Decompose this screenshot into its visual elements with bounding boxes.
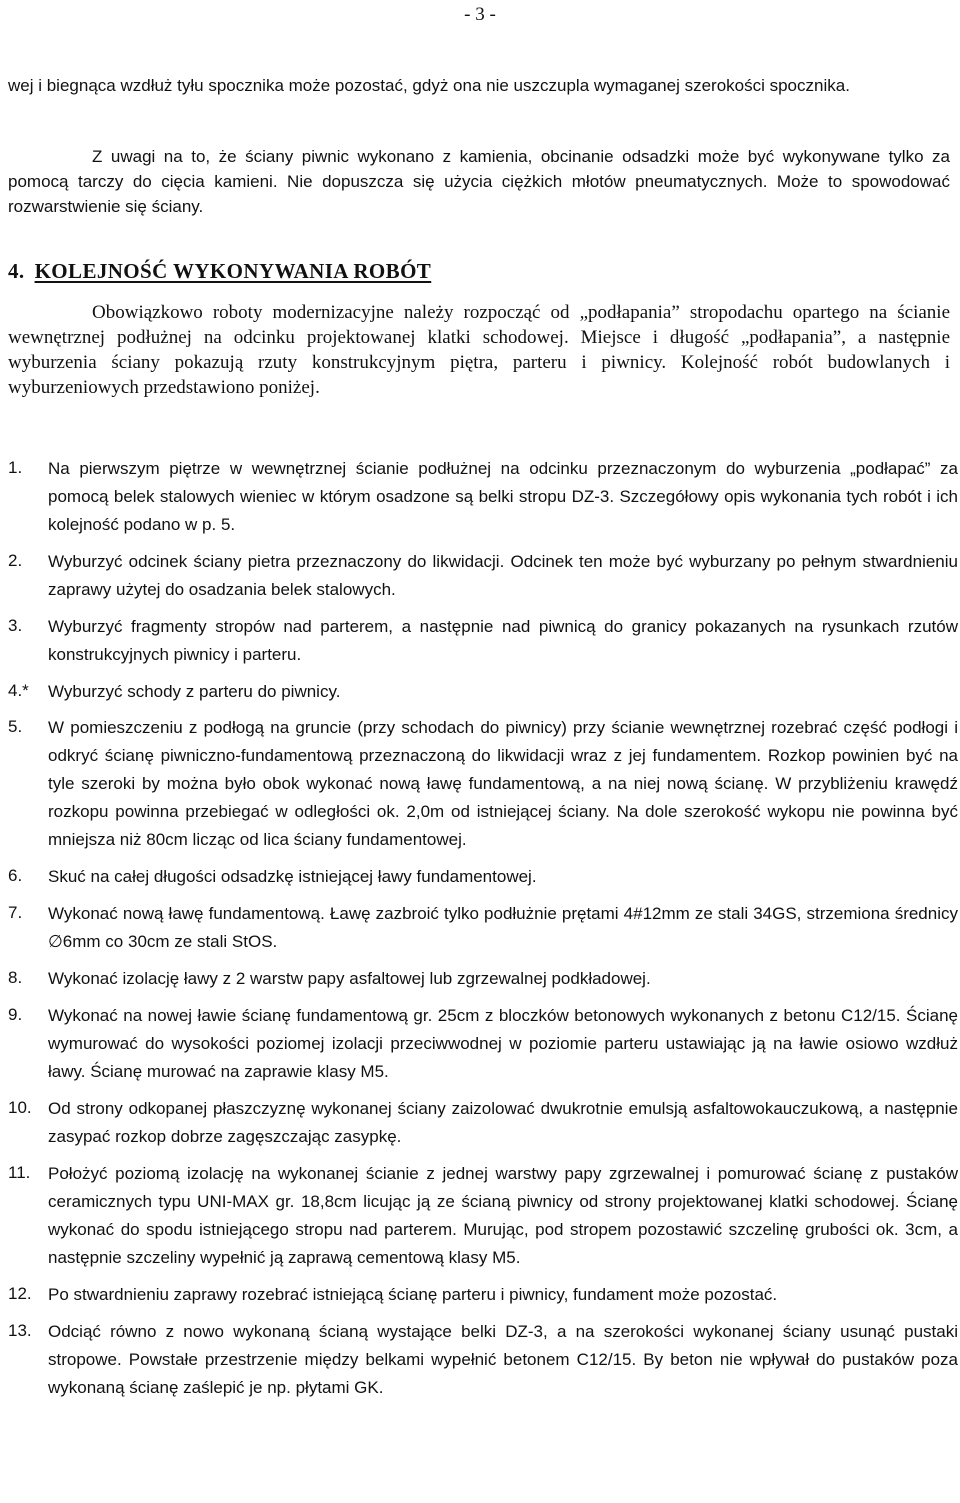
list-item-text: Wyburzyć schody z parteru do piwnicy. xyxy=(48,682,341,701)
list-item xyxy=(0,1160,960,1272)
list-item-number: 2. xyxy=(8,551,23,570)
section-intro-paragraph: Obowiązkowo roboty modernizacyjne należy rozpocząć od „podłapania” stropodachu opartego na ścianie wewnętrznej podłużnej na odcinku projektowanej klatki schodowej. Miejsce i długość „podłapania”, a następnie wyburzenia ściany pokazują rzuty konstrukcyjnym piętra, parteru i piwnicy. Kolejność robót budowlanych i wyburzeniowych przedstawiono poniżej. xyxy=(8,302,950,398)
list-item xyxy=(0,1318,960,1402)
list-item-number: 10. xyxy=(8,1098,32,1117)
section-number: 4. xyxy=(8,259,25,283)
list-item-number: 12. xyxy=(8,1284,32,1303)
list-item-number: 1. xyxy=(8,458,23,477)
list-item-number: 11. xyxy=(8,1163,31,1182)
list-item-number: 3. xyxy=(8,616,23,635)
continuation-paragraph: wej i biegnąca wzdłuż tyłu spocznika może pozostać, gdyż ona nie uszczupla wymaganej szerokości spocznika. xyxy=(8,76,850,95)
list-item xyxy=(0,863,960,891)
list-item xyxy=(0,714,960,854)
list-item xyxy=(0,900,960,956)
walls-paragraph: Z uwagi na to, że ściany piwnic wykonano z kamienia, obcinanie odsadzki może być wykonywane tylko za pomocą tarczy do cięcia kamieni. Nie dopuszcza się użycia ciężkich młotów pneumatycznych. Może to spowodować rozwarstwienie się ściany. xyxy=(8,147,950,216)
list-item-number: 5. xyxy=(8,717,23,736)
list-item xyxy=(0,1002,960,1086)
list-item-number: 9. xyxy=(8,1005,23,1024)
list-item-number: 8. xyxy=(8,968,23,987)
list-item-number: 7. xyxy=(8,903,23,922)
list-item-text: Skuć na całej długości odsadzkę istniejącej ławy fundamentowej. xyxy=(48,867,537,886)
list-item-text: Odciąć równo z nowo wykonaną ścianą wystające belki DZ-3, a na szerokości wykonanej ściany usunąć pustaki stropowe. Powstałe przestrzenie między belkami wypełnić betonem C12/15. By beton nie wpływał do pustaków poza wykonaną ścianę zaślepić je np. płytami GK. xyxy=(48,1322,958,1397)
list-item-text: Położyć poziomą izolację na wykonanej ścianie z jednej warstwy papy zgrzewalnej i pomurować ścianę z pustaków ceramicznych typu UNI-MAX gr. 18,8cm licując ją ze ścianą piwnicy od strony projektowanej klatki schodowej. Ścianę wykonać do spodu istniejącego stropu nad parterem. Murując, pod stropem pozostawić szczelinę grubości ok. 3cm, a następnie szczeliny wypełnić ją zaprawą cementową klasy M5. xyxy=(48,1164,958,1267)
list-item xyxy=(0,455,960,539)
section-title: KOLEJNOŚĆ WYKONYWANIA ROBÓT xyxy=(34,259,432,283)
list-item-number: 6. xyxy=(8,866,23,885)
list-item-number: 4.* xyxy=(8,681,29,700)
list-item xyxy=(0,965,960,993)
work-steps-list xyxy=(0,455,960,1402)
list-item-text: Od strony odkopanej płaszczyznę wykonanej ściany zaizolować dwukrotnie emulsją asfaltowokauczukową, a następnie zasypać rozkop dobrze zagęszczając zasypkę. xyxy=(48,1099,958,1146)
list-item-text: Wykonać izolację ławy z 2 warstw papy asfaltowej lub zgrzewalnej podkładowej. xyxy=(48,969,651,988)
list-item xyxy=(0,1281,960,1309)
list-item xyxy=(0,1095,960,1151)
list-item-text: Wykonać nową ławę fundamentową. Ławę zazbroić tylko podłużnie prętami 4#12mm ze stali 34GS, strzemiona średnicy ∅6mm co 30cm ze stali StOS. xyxy=(48,904,958,951)
list-item xyxy=(0,548,960,604)
list-item xyxy=(0,613,960,669)
section-heading xyxy=(8,259,431,284)
list-item-text: Na pierwszym piętrze w wewnętrznej ścianie podłużnej na odcinku przeznaczonym do wyburzenia „podłapać” za pomocą belek stalowych wieniec w którym osadzone są belki stropu DZ-3. Szczegółowy opis wykonania tych robót i ich kolejność podano w p. 5. xyxy=(48,459,958,534)
list-item-number: 13. xyxy=(8,1321,32,1340)
page-number: - 3 - xyxy=(464,4,496,25)
list-item-text: Wyburzyć odcinek ściany pietra przeznaczony do likwidacji. Odcinek ten może być wyburzany po pełnym stwardnieniu zaprawy użytej do osadzania belek stalowych. xyxy=(48,552,958,599)
list-item xyxy=(0,678,960,706)
list-item-text: Wykonać na nowej ławie ścianę fundamentową gr. 25cm z bloczków betonowych wykonanych z betonu C12/15. Ścianę wymurować do wysokości poziomej izolacji przeciwwodnej w poziomie parteru ustawiając ją na ławie osiowo wzdłuż ławy. Ścianę murować na zaprawie klasy M5. xyxy=(48,1006,958,1081)
list-item-text: Wyburzyć fragmenty stropów nad parterem, a następnie nad piwnicą do granicy pokazanych na rysunkach rzutów konstrukcyjnych piwnicy i parteru. xyxy=(48,617,958,664)
list-item-text: W pomieszczeniu z podłogą na gruncie (przy schodach do piwnicy) przy ścianie wewnętrznej rozebrać część podłogi i odkryć ścianę piwniczno-fundamentową przeznaczoną do likwidacji wraz z jej fundamentem. Rozkop powinien być na tyle szeroki by można było obok wykonać nową ławę fundamentową, a na niej nową ścianę. W przybliżeniu krawędź rozkopu powinna przebiegać w odległości ok. 2,0m od istniejącej ściany. Na dole szerokość wykopu nie powinna być mniejsza niż 80cm licząc od lica ściany fundamentowej. xyxy=(48,718,958,849)
list-item-text: Po stwardnieniu zaprawy rozebrać istniejącą ścianę parteru i piwnicy, fundament może pozostać. xyxy=(48,1285,778,1304)
